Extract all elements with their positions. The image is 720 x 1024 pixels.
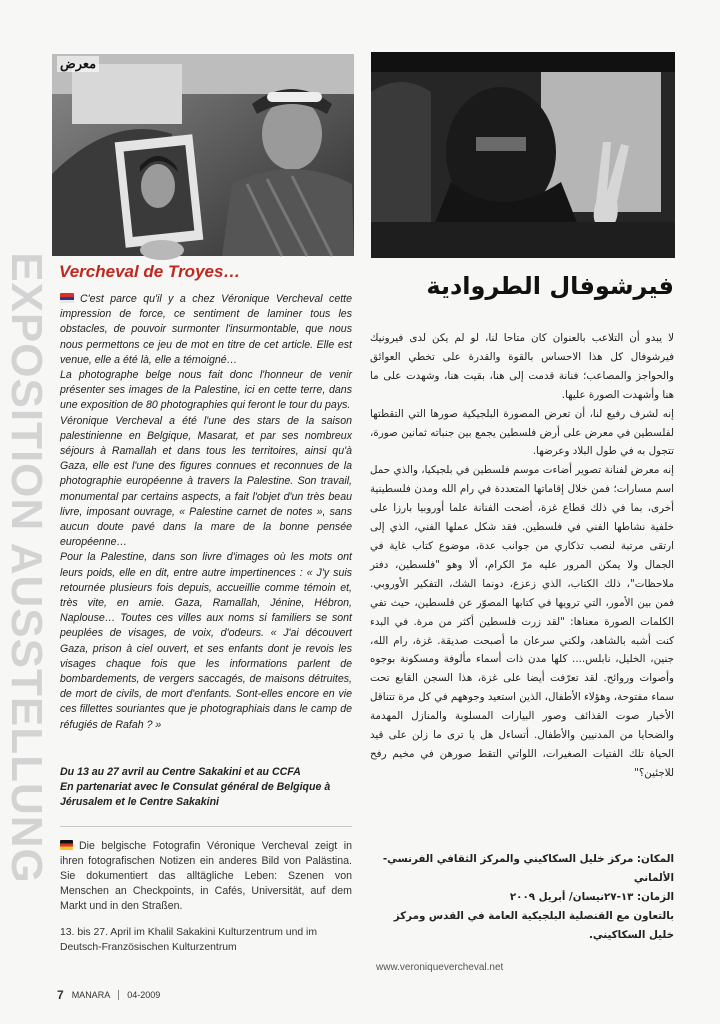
- photo-man-in-car: [52, 54, 354, 256]
- issue-date: 04-2009: [127, 990, 161, 1000]
- event-info-ar: المكان: مركز خليل السكاكيني والمركز الثقافي الفرنسي- الألماني الزمان: ١٣-٢٧نيسان/ أبريل ٢٠٠٩ بالتعاون مع القنصلية البلجيكية العامة في القدس ومركز خليل السكاكيني.: [382, 853, 674, 941]
- photo-veiled-woman: [371, 52, 675, 258]
- paragraph: إنه معرض لفنانة تصوير أضاءت موسم فلسطين في بلجيكيا، والذي حمل اسم مسارات؛ فمن خلال إقاماتها المتعددة في رام الله ومدن فلسطينية أخرى، بما في ذلك قطاع غزة، أضحت الفنانة علما أوروبيا بارزا على خلفية نشاطها الفني في فلسطين. فقد شكل عملها الفني، الذي إلى ارتقى مرتبة لنصب تذكاري من جوانب عدة، موضوع كتاب غاية في الجمال ولا يمكن المرور عليه مرّ الكرام، ألا وهو "فلسطين، دفتر ملاحظات"، ذلك الكتاب، الذي زعزع، دونما الشك، التفكير الأوروبي. فمن بين الأمور، التي ترويها في كتابها المصوّر عن فلسطين، حيث تفي الكلمات الصورة معناها: "لقد زرت فلسطين أكثر من مرة. في البدء كنت أشبه بالشاهد، ولكني سرعان ما أصبحت صديقة. غزة، رام الله، جنين، الخليل، نابلس.... كلها مدن ذات أسماء مألوفة ومسكونة بوجوه وأصوات وروائح. لقد تعرّفت أيضا على غزة، هذا السجن القابع تحت سماء مفتوحة، وهؤلاء الأطفال، الذين استعيد وجوههم في كل مرة تتناقل الأخبار صوت القذائف وصور البيارات المسلوبة والمنازل المهدمة والضحايا من المدنيين والأطفال. أتساءل هل يا ترى ما زلن على قيد الحياة تلك الفتيات الصغيرات، اللواتي التقط صورهن في مخيم رفح للاجئين؟": [370, 464, 674, 779]
- event-info-fr: Du 13 au 27 avril au Centre Sakakini et au CCFA En partenariat avec le Consulat général de Belgique à Jérusalem et le Centre Sakakini: [60, 766, 331, 808]
- divider: [60, 826, 352, 827]
- paragraph: La photographe belge nous fait donc l'honneur de venir présenter ses images de la Palestine, ici en cette terre, dans une exposition de 80 photographies qui feront le tour du pays.: [60, 369, 352, 412]
- german-flag-icon: [60, 840, 73, 850]
- event-info-de: 13. bis 27. April im Khalil Sakakini Kulturzentrum und im Deutsch-Französischen Kulturzentrum: [60, 927, 317, 953]
- article-body-fr: [60, 292, 352, 733]
- paragraph: Pour la Palestine, dans son livre d'images où les mots ont leurs poids, elle en dit, entre autre impertinences : « J'y suis retournée plusieurs fois depuis, accueillie comme témoin et, très vite, en amie. Gaza, Ramallah, Jénine, Hébron, Naplouse… Toutes ces villes aux noms si familiers se sont peuplées de visages, de voix, d'odeurs. « J'ai découvert Gaza, prison à ciel ouvert, et ses enfants dont je revois les visages chaque fois que les informations parlent de bombardements, de vergers saccagés, de maisons détruites, de mort de civils, de mort d'enfants. Sont-elles encore en vie ces fillettes souriantes que je photographiais dans le camp de réfugiés de Rafah ? »: [60, 551, 352, 731]
- french-flag-icon: [60, 293, 74, 303]
- article-title-fr: Vercheval de Troyes…: [59, 262, 241, 281]
- article-title-ar: فيرشوفال الطروادية: [426, 272, 674, 300]
- footer-separator: [118, 990, 119, 1000]
- magazine-name: MANARA: [71, 990, 111, 1000]
- section-tag: معرض: [57, 56, 99, 72]
- side-banner: EXPOSITION AUSSTELLUNG: [2, 252, 51, 884]
- paragraph: إنه لشرف رفيع لنا، أن تعرض المصورة البلجيكية صورها التي التقطتها لفلسطين في معرض على أرض فلسطين يجمع بين جنباته ثمانين صورة، تتجول به في طول البلاد وعرضها.: [370, 407, 674, 458]
- page-footer: [57, 988, 160, 1002]
- paragraph: لا يبدو أن التلاعب بالعنوان كان متاحا لنا، لو لم يكن لدى فيرونيك فيرشوفال كل هذا الاحساس بالقوة والقدرة على تخطي العوائق والحواجز والمصاعب؛ فنانة قدمت إلى هنا، بقيت هنا، وشهدت على ما هنا وأشهدت الصورة عليها.: [370, 332, 674, 401]
- website-link[interactable]: www.veroniquevercheval.net: [376, 962, 504, 973]
- paragraph: Véronique Vercheval a été l'une des stars de la saison palestinienne en Belgique, Masarat, et par ses nombreux séjours à Ramallah et dans tous les territoires, ainsi qu'à Gaza, elle est l'une des figures connues et reconnues de la photographie européenne à travers la Palestine. Son travail, monumental par certains aspects, a fait l'objet d'un très beau livre, imposant ouvrage, « Palestine carnet de notes », sans aucun doute pavé dans la mare de la bonne pensée européenne…: [60, 414, 352, 549]
- article-body-ar: [370, 329, 674, 783]
- page-number: 7: [57, 988, 64, 1002]
- article-body-de: Die belgische Fotografin Véronique Vercheval zeigt in ihren fotografischen Notizen ein anderes Bild von Palästina. Sie dokumentiert das alltägliche Leben: Szenen von Menschen an Checkpoints, in Cafés, Universität, auf dem Markt und in den Straßen.: [60, 840, 352, 912]
- paragraph: C'est parce qu'il y a chez Véronique Vercheval cette impression de force, ce sentiment de laminer tous les obstacles, de pouvoir surmonter l'insurmontable, que nous nous permettons ce jeu de mot en titre de cet article. Elle est venue, elle a été là, elle a témoigné…: [60, 293, 352, 366]
